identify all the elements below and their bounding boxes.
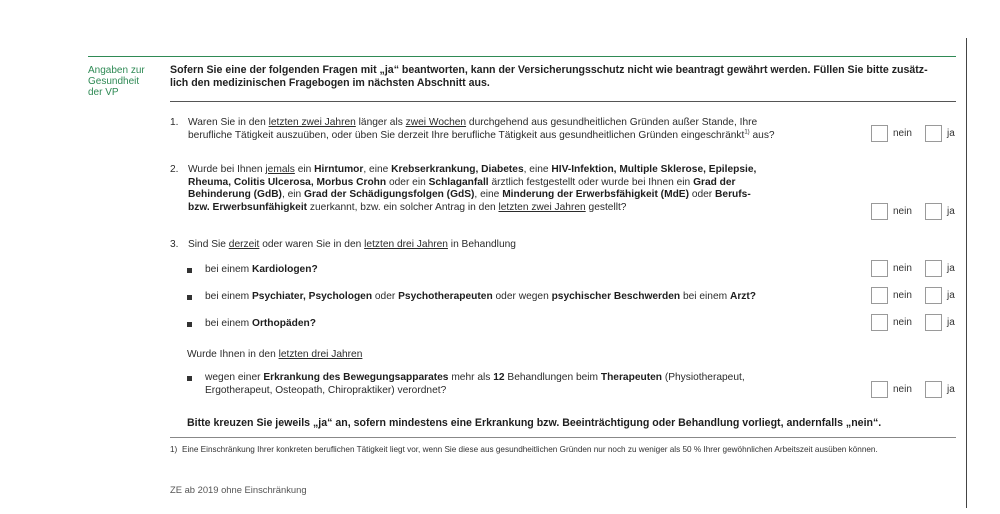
text: mehr als [448,372,494,383]
underlined-text: zwei Wochen [405,117,467,128]
bold-text: Grad der [693,176,736,188]
form-version: ZE ab 2019 ohne Einschränkung [170,484,307,495]
checkbox-nein[interactable] [871,125,888,142]
text: oder wegen [492,291,552,302]
text: ärztlich festgestellt oder wurde bei Ihnen ein [488,176,694,188]
text: bei einem [680,291,730,302]
text: Behandlungen beim [504,372,601,383]
checkbox-ja[interactable] [925,314,942,331]
text: oder [688,189,716,201]
bold-text: Orthopäden? [252,318,316,329]
question-2-answer [871,203,961,221]
text: zuerkannt, bzw. ein solcher Antrag in den [307,201,499,213]
bewegungsapparat-answer [871,381,961,399]
question-3-item-bewegungsapparat [187,372,847,398]
answer-instruction: Bitte kreuzen Sie jeweils „ja“ an, sofern mindestens eine Erkrankung bzw. Beeinträchtigung oder Behandlung vorliegt, andernfalls „nein“. [187,417,882,429]
text: , eine [363,164,392,175]
section-label-line-3: der VP [88,87,119,98]
text: durchgehend aus gesundheitlichen Gründen außer Stande, Ihre [466,117,758,128]
label-ja: ja [947,290,955,301]
section-label-line-2: Gesundheit [88,76,140,87]
checkbox-nein[interactable] [871,287,888,304]
bold-text: Grad der Schädigungsfolgen (GdS) [304,189,475,201]
question-number: 1. [170,117,179,128]
footnote-number: 1) [170,445,178,454]
question-3-item-orthopaede [187,318,847,332]
question-3 [170,239,860,253]
bold-text: Berufs- [715,189,751,201]
label-ja: ja [947,206,955,217]
underlined-text: jemals [265,164,295,175]
intro-line-2: lich den medizinischen Fragebogen im nächsten Abschnitt aus. [170,77,490,89]
bold-text: Psychotherapeuten [398,291,493,302]
underlined-text: derzeit [228,239,260,250]
bold-text: Psychiater, Psychologen [252,291,373,302]
bold-text: Schlaganfall [428,176,489,188]
text: oder ein [386,176,429,188]
checkbox-ja[interactable] [925,381,942,398]
item-text [205,291,756,304]
bold-text: Arzt? [729,291,756,302]
bold-text: Therapeuten [600,372,662,383]
text: in Behandlung [447,239,516,250]
label-nein: nein [893,263,912,274]
item-text [205,318,316,331]
label-nein: nein [893,128,912,139]
checkbox-nein[interactable] [871,314,888,331]
bullet-marker [187,322,192,327]
text: oder [372,291,399,302]
bold-text: 12 [493,372,505,383]
section-label-line-1: Angaben zur [88,65,145,76]
checkbox-ja[interactable] [925,203,942,220]
footnote-divider [170,437,956,438]
text: aus? [749,129,775,141]
question-3-subheading [187,349,587,363]
kardiologe-answer [871,260,961,278]
underlined-text: letzten drei Jahren [278,349,363,360]
bullet-marker [187,268,192,273]
question-text [188,117,858,142]
intro-instructions [170,64,960,90]
question-text [188,239,858,252]
section-label [88,65,158,98]
checkbox-nein[interactable] [871,203,888,220]
text: , eine [474,189,503,201]
bold-text: bzw. Erwerbsunfähigkeit [188,201,308,213]
text: berufliche Tätigkeit auszuüben, oder üben Sie derzeit Ihre berufliche Tätigkeit aus gesundheitlichen Gründen eingeschränkt [188,129,745,141]
question-1 [170,117,860,143]
question-1-answer [871,125,961,143]
label-nein: nein [893,317,912,328]
text: bei einem [205,264,253,275]
bullet-marker [187,376,192,381]
checkbox-nein[interactable] [871,381,888,398]
text: Wurde bei Ihnen [188,164,266,175]
page-edge-line [966,38,967,508]
checkbox-ja[interactable] [925,125,942,142]
psychiater-answer [871,287,961,305]
text: (Physiotherapeut, [662,372,745,383]
question-number: 3. [170,239,179,250]
bold-text: Kardiologen? [252,264,318,275]
text: Ergotherapeut, Osteopath, Chiropraktiker) verordnet? [205,384,447,396]
intro-line-1: Sofern Sie eine der folgenden Fragen mit „ja“ beantworten, kann der Versicherungsschutz nicht wie beantragt gewährt werden. Füllen Sie bitte zusätz- [170,64,928,76]
section-top-rule [88,56,956,57]
intro-divider [170,101,956,102]
checkbox-ja[interactable] [925,287,942,304]
label-ja: ja [947,384,955,395]
orthopaede-answer [871,314,961,332]
bold-text: psychischer Beschwerden [551,291,681,302]
bold-text: Hirntumor [314,164,364,175]
bold-text: Minderung der Erwerbsfähigkeit (MdE) [502,189,689,201]
underlined-text: letzten zwei Jahren [268,117,356,128]
text: , eine [523,164,552,175]
text: Wurde Ihnen in den [187,349,279,360]
bullet-marker [187,295,192,300]
text: ein [294,164,315,175]
footnote-marker: 1) [744,129,750,136]
bold-text: Rheuma, Colitis Ulcerosa, Morbus Crohn [188,176,387,188]
label-ja: ja [947,317,955,328]
label-ja: ja [947,128,955,139]
text: , ein [281,189,305,201]
question-3-item-kardiologe [187,264,847,278]
label-ja: ja [947,263,955,274]
underlined-text: letzten drei Jahren [364,239,448,250]
text: Waren Sie in den [188,117,269,128]
underlined-text: letzten zwei Jahren [498,201,586,213]
item-text [205,264,318,277]
question-2 [170,164,860,216]
question-text [188,164,858,214]
item-text [205,372,845,397]
text: länger als [355,117,406,128]
label-nein: nein [893,206,912,217]
checkbox-ja[interactable] [925,260,942,277]
text: Sind Sie [188,239,229,250]
question-3-item-psychiater [187,291,847,305]
text: gestellt? [585,201,627,213]
bold-text: HIV-Infektion, Multiple Sklerose, Epilepsie, [551,164,757,175]
checkbox-nein[interactable] [871,260,888,277]
label-nein: nein [893,290,912,301]
footnote-text: Eine Einschränkung Ihrer konkreten beruflichen Tätigkeit liegt vor, wenn Sie diese aus gesundheitlichen Gründen nur noch zu weniger als 50 % Ihrer gewöhnlichen Arbeitszeit ausüben können. [182,445,878,454]
text: bei einem [205,291,253,302]
bold-text: Erkrankung des Bewegungsapparates [263,372,449,383]
bold-text: Behinderung (GdB) [188,189,282,201]
text: oder waren Sie in den [259,239,365,250]
question-number: 2. [170,164,179,175]
text: bei einem [205,318,253,329]
label-nein: nein [893,384,912,395]
bold-text: Krebserkrankung, Diabetes [391,164,524,175]
text: wegen einer [205,372,264,383]
